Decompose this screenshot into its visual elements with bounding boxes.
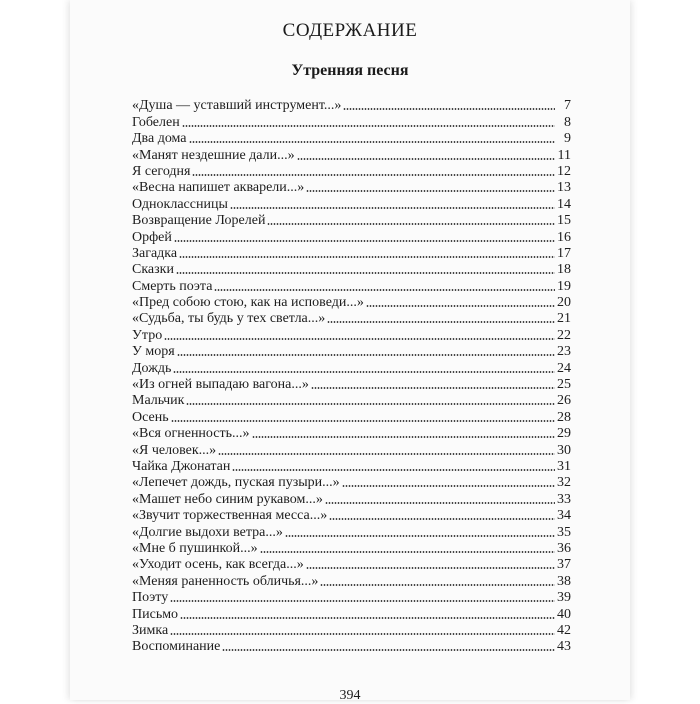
toc-entry-page: 28 — [557, 409, 571, 425]
toc-entry — [132, 180, 571, 196]
dot-leader — [186, 402, 555, 406]
toc-entry-page: 31 — [557, 458, 571, 474]
dot-leader — [222, 648, 555, 652]
toc-entry-title: У моря — [132, 344, 175, 360]
toc-entry-title: Письмо — [132, 606, 179, 622]
toc-entry — [132, 295, 571, 311]
toc-entry-page: 11 — [557, 147, 571, 163]
toc-entry — [132, 344, 571, 360]
toc-entry-page: 42 — [557, 622, 571, 638]
toc-entry-title: «Судьба, ты будь у тех светла...» — [132, 311, 326, 327]
toc-entry-title: «Я человек...» — [132, 442, 217, 458]
toc-entry — [132, 541, 571, 557]
toc-entry — [132, 278, 571, 294]
toc-entry — [132, 131, 571, 147]
toc-entry — [132, 573, 571, 589]
dot-leader — [366, 304, 555, 308]
toc-entry-title: Мальчик — [132, 393, 185, 409]
dot-leader — [176, 271, 555, 275]
dot-leader — [214, 288, 555, 292]
dot-leader — [311, 386, 555, 390]
toc-entry-title: Зимка — [132, 622, 169, 638]
toc-entry-title: «Меняя раненность обличья...» — [132, 573, 319, 589]
toc-entry-page: 17 — [557, 245, 571, 261]
dot-leader — [189, 140, 555, 144]
toc-entry-page: 35 — [557, 524, 571, 540]
toc-entry-page: 36 — [557, 540, 571, 556]
toc-entry-title: «Машет небо синим рукавом...» — [132, 491, 323, 507]
toc-entry — [132, 606, 571, 622]
toc-entry-page: 22 — [557, 327, 571, 343]
toc-entry — [132, 229, 571, 245]
toc-entry — [132, 623, 571, 639]
toc-entry-title: «Лепечет дождь, пуская пузыри...» — [132, 475, 340, 491]
toc-entry-title: Дождь — [132, 360, 172, 376]
dot-leader — [329, 517, 555, 521]
toc-entry-title: Я сегодня — [132, 163, 191, 179]
dot-leader — [174, 239, 555, 243]
dot-leader — [170, 632, 555, 636]
dot-leader — [230, 206, 555, 210]
toc-entry-title: «Душа — уставший инструмент...» — [132, 98, 342, 114]
dot-leader — [173, 370, 555, 374]
dot-leader — [267, 222, 555, 226]
toc-entry — [132, 442, 571, 458]
toc-entry-page: 39 — [557, 590, 571, 606]
page-number: 394 — [339, 688, 361, 703]
toc-entry-page: 25 — [557, 377, 571, 393]
toc-entry — [132, 246, 571, 262]
toc-entry-title: «Уходит осень, как всегда...» — [132, 557, 304, 573]
toc-entry-page: 24 — [557, 360, 571, 376]
toc-entry — [132, 147, 571, 163]
toc-entry-title: «Вся огненность...» — [132, 426, 250, 442]
dot-leader — [327, 320, 555, 324]
toc-entry — [132, 327, 571, 343]
dot-leader — [320, 583, 555, 587]
toc-entry — [132, 114, 571, 130]
dot-leader — [285, 534, 555, 538]
toc-entry — [132, 409, 571, 425]
toc-entry-title: «Из огней выпадаю вагона...» — [132, 377, 309, 393]
dot-leader — [218, 452, 555, 456]
toc-entry-title: Осень — [132, 409, 169, 425]
toc-entry-page: 15 — [557, 213, 571, 229]
toc-entry-title: Сказки — [132, 262, 174, 278]
toc-entry — [132, 475, 571, 491]
toc-entry-title: Орфей — [132, 229, 172, 245]
toc-entry-page: 37 — [557, 557, 571, 573]
toc-entry-page: 18 — [557, 262, 571, 278]
toc-entry-title: «Долгие выдохи ветра...» — [132, 524, 283, 540]
toc-entry-title: «Звучит торжественная месса...» — [132, 508, 328, 524]
toc-entry-title: Два дома — [132, 131, 187, 147]
toc-entry-page: 14 — [557, 196, 571, 212]
toc-entry — [132, 508, 571, 524]
toc-entry-page: 9 — [564, 131, 571, 147]
toc-entry — [132, 426, 571, 442]
toc-entry — [132, 524, 571, 540]
toc-entry — [132, 459, 571, 475]
toc-entry-title: Одноклассницы — [132, 196, 228, 212]
toc-entry — [132, 557, 571, 573]
table-of-contents — [132, 98, 571, 655]
toc-entry-page: 16 — [557, 229, 571, 245]
dot-leader — [343, 107, 555, 111]
dot-leader — [342, 484, 555, 488]
toc-entry-page: 29 — [557, 426, 571, 442]
toc-entry-page: 23 — [557, 344, 571, 360]
toc-entry — [132, 491, 571, 507]
toc-entry-page: 20 — [557, 295, 571, 311]
toc-entry-title: «Мне б пушинкой...» — [132, 540, 258, 556]
dot-leader — [171, 419, 555, 423]
toc-entry-page: 40 — [557, 606, 571, 622]
toc-entry-title: «Пред собою стою, как на исповеди...» — [132, 295, 364, 311]
dot-leader — [306, 189, 555, 193]
toc-entry-page: 26 — [557, 393, 571, 409]
toc-entry-page: 33 — [557, 491, 571, 507]
toc-entry-page: 13 — [557, 180, 571, 196]
dot-leader — [297, 157, 555, 161]
toc-entry-page: 21 — [557, 311, 571, 327]
toc-entry-page: 30 — [557, 442, 571, 458]
toc-entry-title: Возвращение Лорелей — [132, 213, 266, 229]
toc-entry — [132, 360, 571, 376]
toc-entry — [132, 196, 571, 212]
toc-entry — [132, 262, 571, 278]
toc-entry — [132, 98, 571, 114]
dot-leader — [260, 550, 555, 554]
dot-leader — [325, 501, 555, 505]
dot-leader — [306, 566, 555, 570]
toc-entry — [132, 377, 571, 393]
section-title: Утренняя песня — [291, 62, 409, 79]
toc-entry-title: «Весна напишет акварели...» — [132, 180, 305, 196]
toc-entry — [132, 213, 571, 229]
dot-leader — [252, 435, 556, 439]
toc-entry-page: 7 — [564, 98, 571, 114]
toc-entry-page: 43 — [557, 639, 571, 655]
toc-entry-page: 8 — [564, 114, 571, 130]
toc-entry-title: Поэту — [132, 590, 169, 606]
toc-entry — [132, 164, 571, 180]
dot-leader — [170, 599, 555, 603]
dot-leader — [192, 173, 555, 177]
dot-leader — [182, 124, 555, 128]
toc-entry-title: «Манят нездешние дали...» — [132, 147, 295, 163]
page-title: СОДЕРЖАНИЕ — [282, 20, 418, 41]
toc-entry — [132, 590, 571, 606]
toc-entry-page: 12 — [557, 163, 571, 179]
toc-entry — [132, 639, 571, 655]
toc-entry-page: 19 — [557, 278, 571, 294]
dot-leader — [179, 255, 555, 259]
toc-entry-page: 38 — [557, 573, 571, 589]
toc-entry — [132, 393, 571, 409]
dot-leader — [180, 616, 555, 620]
toc-entry-title: Смерть поэта — [132, 278, 213, 294]
dot-leader — [177, 353, 555, 357]
toc-entry-title: Воспоминание — [132, 639, 221, 655]
toc-entry-title: Загадка — [132, 245, 178, 261]
dot-leader — [232, 468, 555, 472]
toc-entry-page: 34 — [557, 508, 571, 524]
toc-entry-page: 32 — [557, 475, 571, 491]
toc-entry — [132, 311, 571, 327]
toc-entry-title: Утро — [132, 327, 163, 343]
dot-leader — [164, 337, 555, 341]
toc-entry-title: Гобелен — [132, 114, 180, 130]
toc-entry-title: Чайка Джонатан — [132, 458, 231, 474]
